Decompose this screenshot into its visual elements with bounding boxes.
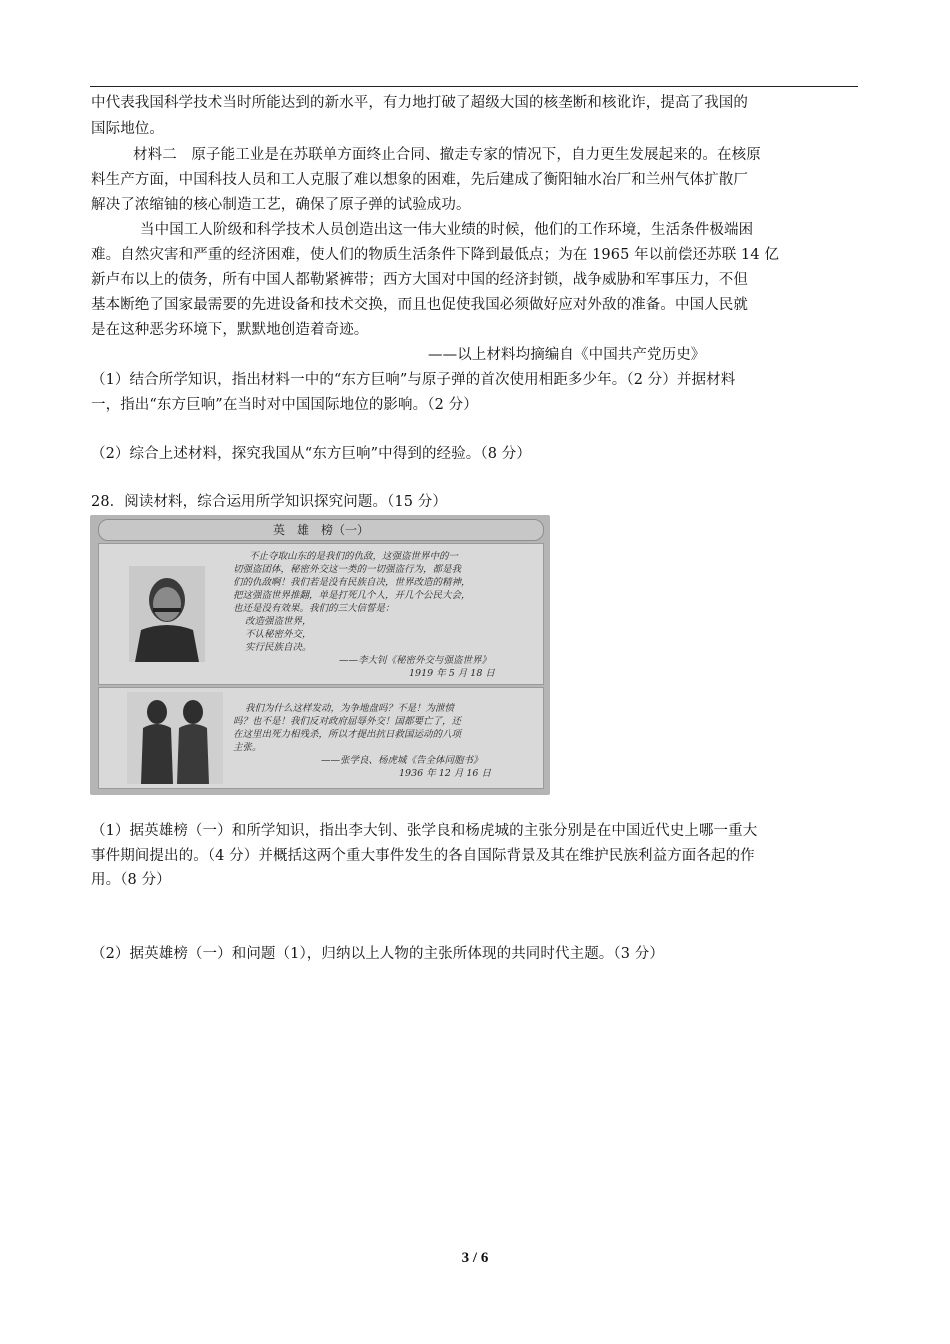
- text-line: 国际地位。: [91, 121, 164, 137]
- question-heading: 28．阅读材料，综合运用所学知识探究问题。（15 分）: [91, 494, 447, 510]
- text-line: 材料二 原子能工业是在苏联单方面终止合同、撤走专家的情况下，自力更生发展起来的。在核原: [133, 147, 761, 163]
- quote-line: 不认秘密外交，: [245, 629, 312, 640]
- quote-line: 也还是没有效果。我们的三大信誓是：: [233, 603, 395, 614]
- question-text: 一，指出“东方巨响”在当时对中国国际地位的影响。（2 分）: [91, 397, 478, 413]
- page-number: 3 / 6: [461, 1250, 489, 1266]
- question-text: 事件期间提出的。（4 分）并概括这两个重大事件发生的各自国际背景及其在维护民族利益方面各起的作: [91, 848, 755, 864]
- quote-date: 1919 年 5 月 18 日: [409, 668, 495, 679]
- quote-line: 我们为什么这样发动，为争地盘吗？不是！为泄愤: [245, 703, 455, 714]
- header-rule: [90, 86, 858, 87]
- text-line: 解决了浓缩铀的核心制造工艺，确保了原子弹的试验成功。: [91, 197, 471, 213]
- quote-line: 改造强盗世界，: [245, 616, 312, 627]
- quote-line: 把这强盗世界推翻，单是打死几个人，开几个公民大会，: [233, 590, 471, 601]
- question-text: 用。（8 分）: [91, 872, 171, 888]
- quote-line: 不止夺取山东的是我们的仇敌，这强盗世界中的一: [249, 551, 459, 562]
- figure-banner: 英 雄 榜（一）: [98, 519, 544, 541]
- question-text: （1）结合所学知识，指出材料一中的“东方巨响”与原子弹的首次使用相距多少年。（2 分）并据材料: [91, 372, 736, 388]
- portrait-photo: [129, 566, 205, 662]
- hero-panel-zhang-yang: [98, 687, 544, 789]
- text-line: 基本断绝了国家最需要的先进设备和技术交换，而且也促使我国必须做好应对外敌的准备。中国人民就: [91, 297, 748, 313]
- hero-panel-li-dazhao: [98, 543, 544, 685]
- text-line: 难。自然灾害和严重的经济困难，使人们的物质生活条件下降到最低点；为在 1965 年以前偿还苏联 14 亿: [91, 247, 779, 263]
- question-text: （1）据英雄榜（一）和所学知识，指出李大钊、张学良和杨虎城的主张分别是在中国近代史上哪一重大: [91, 823, 758, 839]
- quote-date: 1936 年 12 月 16 日: [399, 768, 491, 779]
- group-photo: [127, 692, 223, 784]
- quote-line: 在这里出死力相残杀，所以才提出抗日救国运动的八项: [233, 729, 462, 740]
- text-line: 当中国工人阶级和科学技术人员创造出这一伟大业绩的时候，他们的工作环境，生活条件极端困: [140, 222, 754, 238]
- hero-board-figure: [90, 515, 550, 795]
- text-line: 新卢布以上的债务，所有中国人都勒紧裤带；西方大国对中国的经济封锁，战争威胁和军事压力，不但: [91, 272, 748, 288]
- quote-line: 实行民族自决。: [245, 642, 312, 653]
- quote-attribution: ——李大钊《秘密外交与强盗世界》: [339, 655, 492, 666]
- quote-line: 吗？也不是！我们反对政府屈辱外交！国都要亡了，还: [233, 716, 462, 727]
- source-citation: ——以上材料均摘编自《中国共产党历史》: [428, 347, 706, 363]
- question-text: （2）据英雄榜（一）和问题（1），归纳以上人物的主张所体现的共同时代主题。（3 分）: [91, 946, 664, 962]
- text-line: 中代表我国科学技术当时所能达到的新水平，有力地打破了超级大国的核垄断和核讹诈，提高了我国的: [91, 95, 748, 111]
- quote-line: 主张。: [233, 742, 262, 753]
- question-text: （2）综合上述材料，探究我国从“东方巨响”中得到的经验。（8 分）: [91, 446, 531, 462]
- quote-attribution: ——张学良、杨虎城《告全体同胞书》: [321, 755, 483, 766]
- quote-line: 们的仇敌啊！我们若是没有民族自决，世界改造的精神，: [233, 577, 471, 588]
- quote-line: 切强盗团体，秘密外交这一类的一切强盗行为，都是我: [233, 564, 462, 575]
- text-line: 是在这种恶劣环境下，默默地创造着奇迹。: [91, 322, 369, 338]
- text-line: 料生产方面，中国科技人员和工人克服了难以想象的困难，先后建成了衡阳轴水冶厂和兰州气体扩散厂: [91, 172, 748, 188]
